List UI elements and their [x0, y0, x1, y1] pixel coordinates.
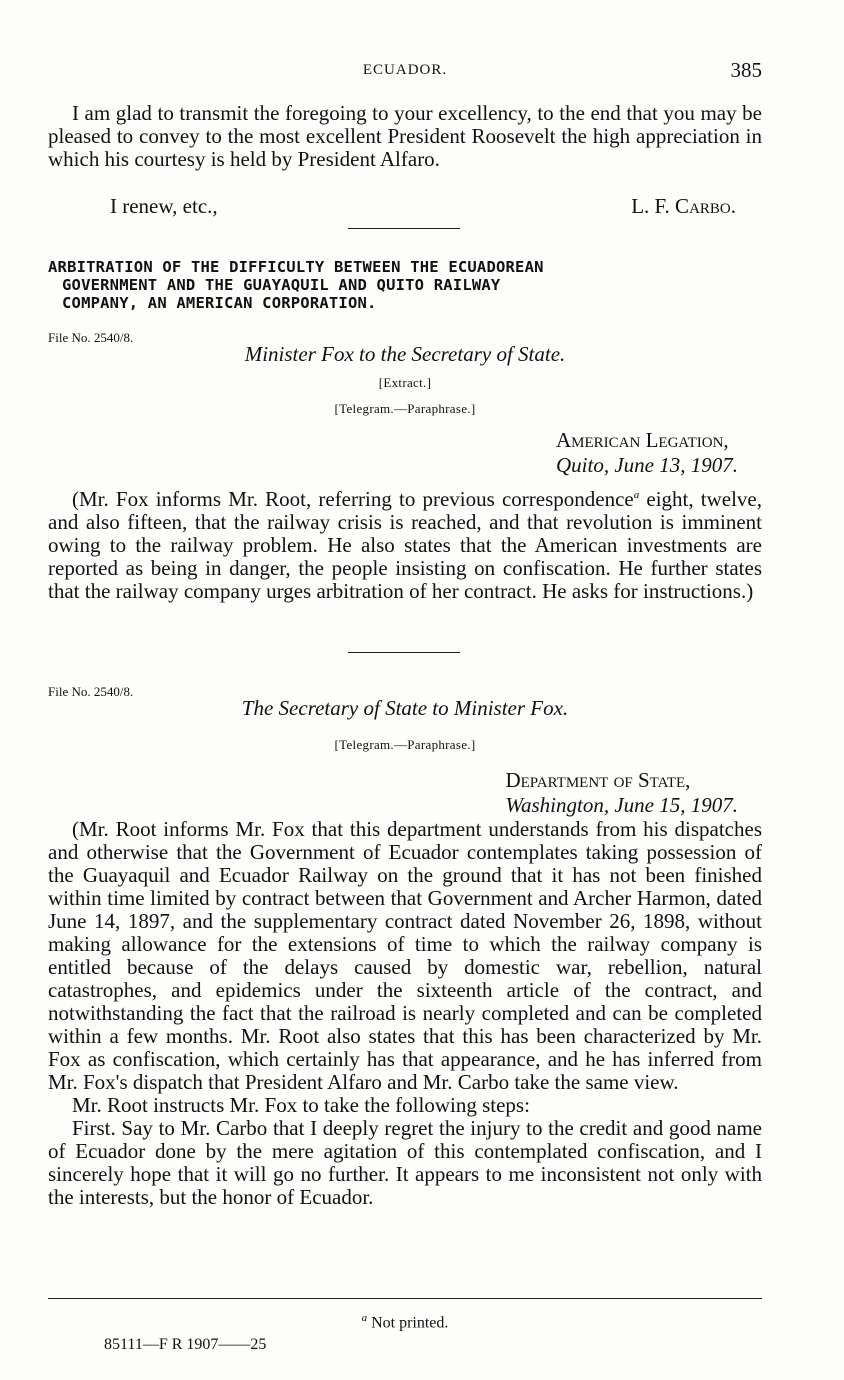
- file-number: File No. 2540/8.: [48, 330, 134, 345]
- dateline: [556, 428, 738, 478]
- dateline-place: American Legation,: [556, 428, 729, 452]
- document-note: [Telegram.—Paraphrase.]: [334, 401, 476, 416]
- document-subject: Minister Fox to the Secretary of State.: [244, 342, 566, 366]
- body-text: (Mr. Fox informs Mr. Root, referring to previous correspondence: [72, 487, 634, 511]
- footnote-mark: a: [633, 489, 640, 501]
- body-paragraph: Mr. Root instructs Mr. Fox to take the following steps:: [72, 1093, 530, 1117]
- closing-line: [48, 194, 762, 218]
- page-number: 385: [730, 58, 762, 82]
- section-heading: [48, 258, 762, 312]
- printer-signature: 85111—F R 1907——25: [104, 1336, 267, 1353]
- running-head: [48, 58, 762, 82]
- document-subject: The Secretary of State to Minister Fox.: [241, 696, 569, 720]
- document-note: [Telegram.—Paraphrase.]: [334, 737, 476, 752]
- closing-phrase: I renew, etc.,: [110, 194, 218, 218]
- file-number: File No. 2540/8.: [48, 684, 134, 699]
- footnote-text: Not printed.: [371, 1314, 449, 1332]
- running-title: ECUADOR.: [362, 62, 448, 78]
- document-body: [48, 484, 762, 603]
- section-divider: [348, 228, 460, 229]
- dateline-date: Washington, June 15, 1907.: [505, 793, 738, 817]
- section-heading-line: ARBITRATION OF THE DIFFICULTY BETWEEN THE ECUADOREAN: [48, 258, 544, 276]
- section-heading-line: COMPANY, AN AMERICAN CORPORATION.: [62, 294, 377, 312]
- dateline-date: Quito, June 13, 1907.: [556, 453, 738, 477]
- signer-name: L. F. Carbo.: [631, 194, 736, 218]
- document-body: [48, 818, 762, 1209]
- dateline-place: Department of State,: [505, 768, 691, 792]
- document-note: [Extract.]: [378, 375, 432, 390]
- body-paragraph: (Mr. Root informs Mr. Fox that this department understands from his dispatches and otherwise that the Government of Ecuador contemplates taking possession of the Guayaquil and Ecuador Railway on the ground that it has not been finished within time limited by contract between that Government and Archer Harmon, dated June 14, 1897, and the supplementary contract dated November 26, 1898, without making allowance for the extensions of time to which the railway company is entitled because of the delays caused by domestic war, rebellion, natural catastrophes, and epidemics under the sixteenth article of the contract, and notwithstanding the fact that the railroad is nearly completed and can be completed within a few months. Mr. Root also states that this has been characterized by Mr. Fox as confiscation, which certainly has that appearance, and he has inferred from Mr. Fox's dispatch that President Alfaro and Mr. Carbo take the same view.: [48, 817, 762, 1094]
- section-heading-line: GOVERNMENT AND THE GUAYAQUIL AND QUITO RAILWAY: [62, 276, 501, 294]
- document-page: [48, 0, 762, 1380]
- body-text: eight, twelve, and also fifteen, that the railway crisis is reached, and that revolution is imminent owing to the railway problem. He also states that the American investments are reported as being in danger, the people insisting on confiscation. He further states that the railway company urges arbitration of her contract. He asks for instructions.): [48, 487, 762, 603]
- footnote-mark: a: [361, 1312, 368, 1324]
- footnote: [48, 1312, 762, 1332]
- dateline: [505, 768, 738, 818]
- footnote-rule: [48, 1298, 762, 1299]
- opening-paragraph: I am glad to transmit the foregoing to your excellency, to the end that you may be pleased to convey to the most excellent President Roosevelt the high appreciation in which his courtesy is held by President Alfaro.: [48, 101, 762, 171]
- section-divider: [348, 652, 460, 653]
- body-paragraph: First. Say to Mr. Carbo that I deeply regret the injury to the credit and good name of Ecuador done by the mere agitation of this contemplated confiscation, and I sincerely hope that it will go no further. It appears to me inconsistent not only with the interests, but the honor of Ecuador.: [48, 1116, 762, 1209]
